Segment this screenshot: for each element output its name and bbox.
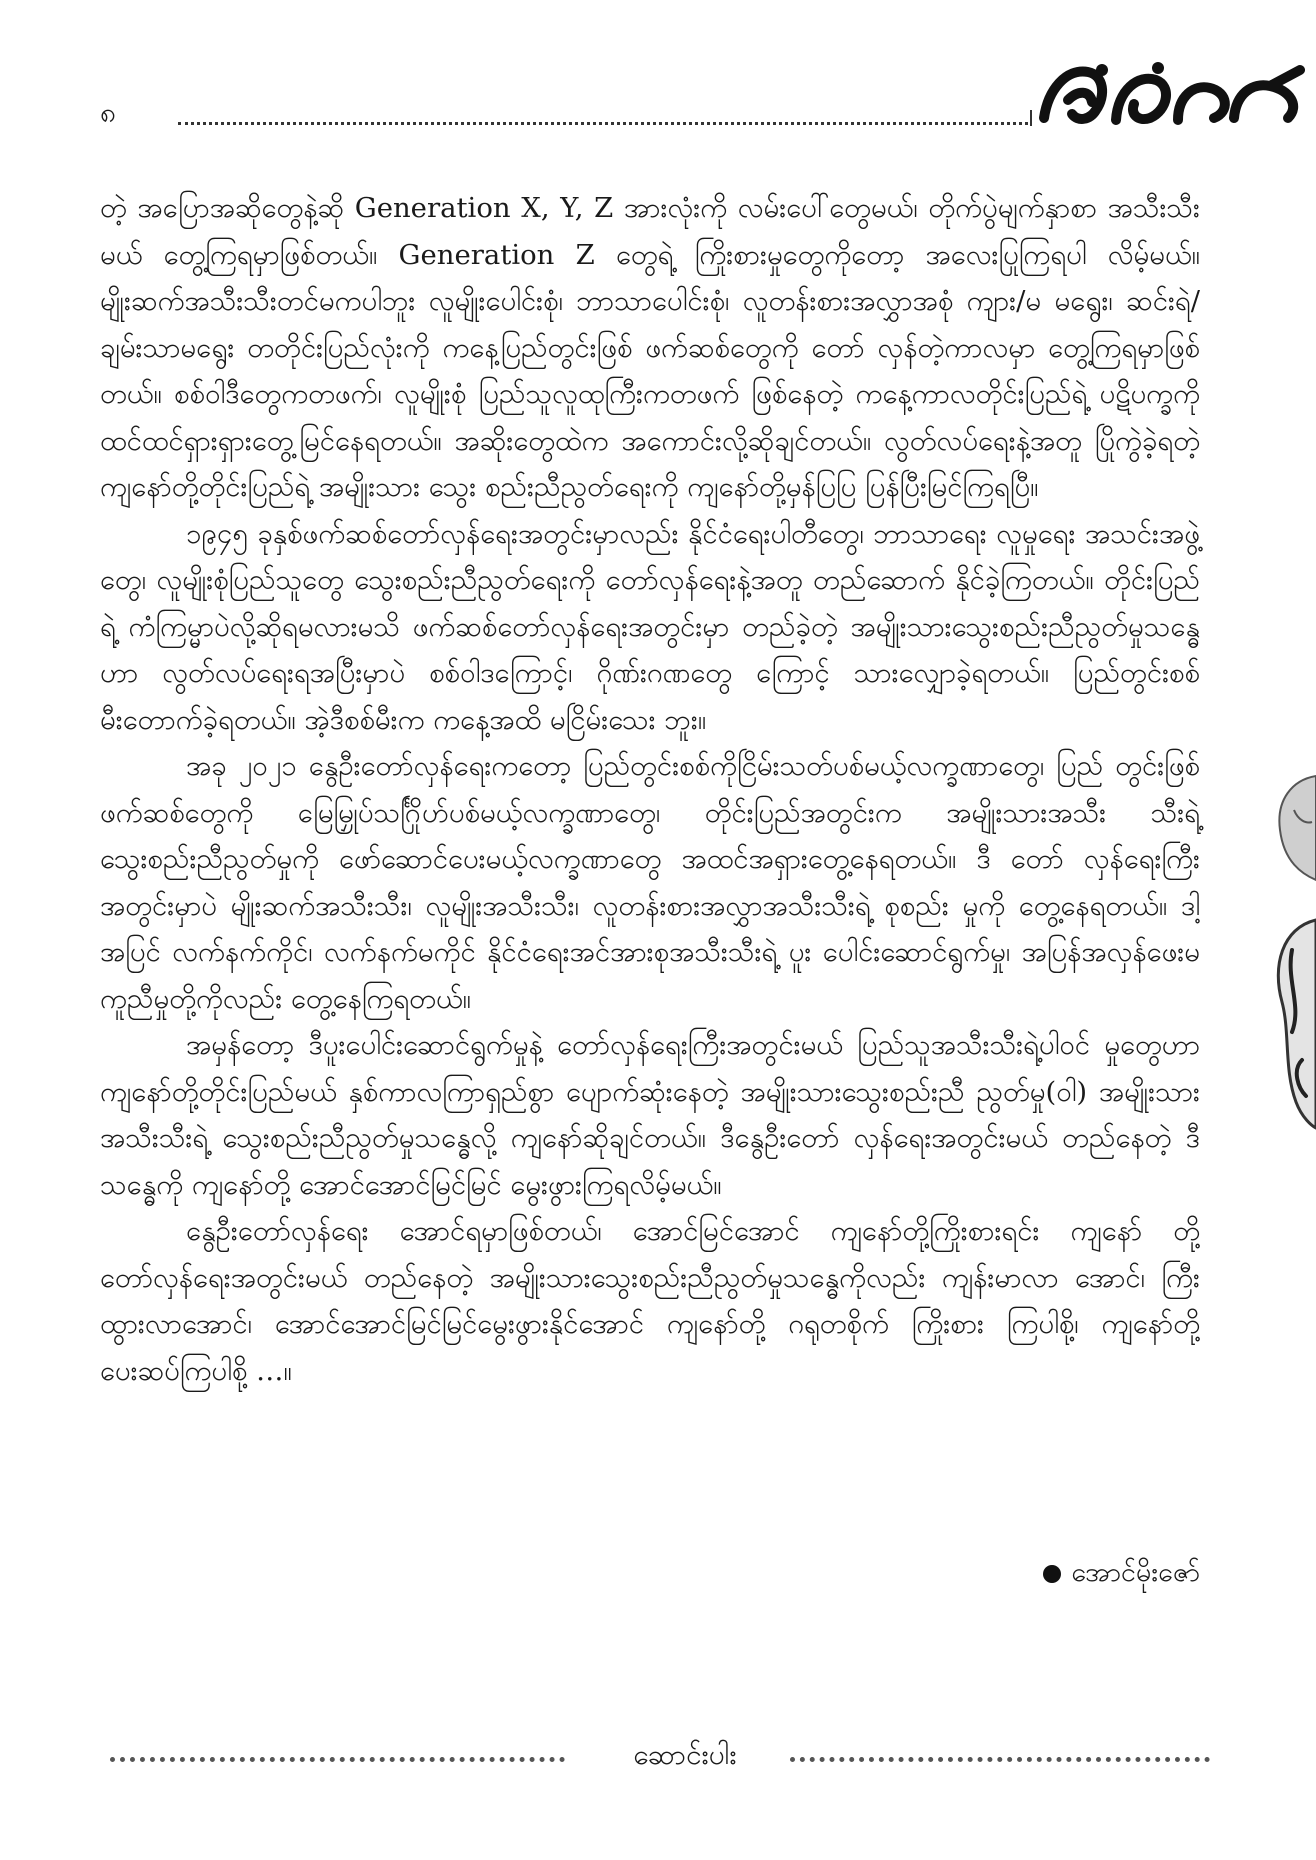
magazine-masthead-logo [1038,60,1308,132]
article-paragraph: အမှန်တော့ ဒီပူးပေါင်းဆောင်ရွက်မှုနဲ့ တော်လှန်ရေးကြီးအတွင်းမယ် ပြည်သူအသီးသီးရဲ့ပါဝင် မှုတွေဟာ ကျနော်တို့တိုင်းပြည်မယ် နှစ်ကာလကြာရှည်စွာ ပျောက်ဆုံးနေတဲ့ အမျိုးသားသွေးစည်းညီ ညွတ်မှု(ဝါ) အမျိုးသားအသီးသီးရဲ့ သွေးစည်းညီညွတ်မှုသန္ဓေလို့ ကျနော်ဆိုချင်တယ်။ ဒီနွေဦးတော် လှန်ရေးအတွင်းမယ် တည်နေတဲ့ ဒီသန္ဓေကို ကျနော်တို့ အောင်အောင်မြင်မြင် မွေးဖွားကြရလိမ့်မယ်။ [100,1029,1200,1201]
author-byline [1043,1553,1200,1593]
author-name: အောင်မိုးဇော် [1071,1557,1200,1588]
section-label: ဆောင်းပါး [633,1738,737,1771]
page-header [100,60,1210,130]
article-paragraph: နွေဦးတော်လှန်ရေး အောင်ရမှာဖြစ်တယ်၊ အောင်မြင်အောင် ကျနော်တို့ကြိုးစားရင်း ကျနော် တို့ တော်လှန်ရေးအတွင်းမယ် တည်နေတဲ့ အမျိုးသားသွေးစည်းညီညွတ်မှုသန္ဓေကိုလည်း ကျန်းမာလာ အောင်၊ ကြီးထွားလာအောင်၊ အောင်အောင်မြင်မြင်မွေးဖွားနိုင်အောင် ကျနော်တို့ ဂရုတစိုက် ကြိုးစား ကြပါစို့၊ ကျနော်တို့ ပေးဆပ်ကြပါစို့ …။ [100,1215,1200,1387]
side-edge-illustration [1262,770,1316,1130]
bullet-icon [1043,1565,1061,1583]
article-paragraph: အခု ၂၀၂၁ နွေဦးတော်လှန်ရေးကတော့ ပြည်တွင်းစစ်ကိုငြိမ်းသတ်ပစ်မယ့်လက္ခဏာတွေ၊ ပြည် တွင်းဖြစ်ဖက်ဆစ်တွေကို မြေမြှုပ်သင်္ဂြိုဟ်ပစ်မယ့်လက္ခဏာတွေ၊ တိုင်းပြည်အတွင်းက အမျိုးသားအသီး သီးရဲ့သွေးစည်းညီညွတ်မှုကို ဖော်ဆောင်ပေးမယ့်လက္ခဏာတွေ အထင်အရှားတွေ့နေရတယ်။ ဒီ တော် လှန်ရေးကြီးအတွင်းမှာပဲ မျိုးဆက်အသီးသီး၊ လူမျိုးအသီးသီး၊ လူတန်းစားအလွှာအသီးသီးရဲ့ စုစည်း မှုကို တွေ့နေရတယ်။ ဒါ့အပြင် လက်နက်ကိုင်၊ လက်နက်မကိုင် နိုင်ငံရေးအင်အားစုအသီးသီးရဲ့ ပူး ပေါင်းဆောင်ရွက်မှု၊ အပြန်အလှန်ဖေးမကူညီမှုတို့ကိုလည်း တွေ့နေကြရတယ်။ [100,750,1200,1015]
article-paragraph: တဲ့ အပြောအဆိုတွေနဲ့ဆို Generation X, Y, Z အားလုံးကို လမ်းပေါ်တွေမယ်၊ တိုက်ပွဲမျက်နှာစာ အသီးသီးမယ် တွေ့ကြရမှာဖြစ်တယ်။ Generation Z တွေရဲ့ ကြိုးစားမှုတွေကိုတော့ အလေးပြုကြရပါ လိမ့်မယ်။ မျိုးဆက်အသီးသီးတင်မကပါဘူး လူမျိုးပေါင်းစုံ၊ ဘာသာပေါင်းစုံ၊ လူတန်းစားအလွှာအစုံ ကျား/မ မရွေး၊ ဆင်းရဲ/ချမ်းသာမရွေး တတိုင်းပြည်လုံးကို ကနေ့ပြည်တွင်းဖြစ် ဖက်ဆစ်တွေကို တော် လှန်တဲ့ကာလမှာ တွေ့ကြရမှာဖြစ်တယ်။ စစ်ဝါဒီတွေကတဖက်၊ လူမျိုးစုံ ပြည်သူလူထုကြီးကတဖက် ဖြစ်နေတဲ့ ကနေ့ကာလတိုင်းပြည်ရဲ့ ပဋိပက္ခကို ထင်ထင်ရှားရှားတွေ့မြင်နေရတယ်။ အဆိုးတွေထဲက အကောင်းလို့ဆိုချင်တယ်။ လွတ်လပ်ရေးနဲ့အတူ ပြိုကွဲခဲ့ရတဲ့ ကျနော်တို့တိုင်းပြည်ရဲ့ အမျိုးသား သွေး စည်းညီညွတ်ရေးကို ကျနော်တို့မှန်ပြပြ ပြန်ပြီးမြင်ကြရပြီ။ [100,192,1200,503]
header-rule-end [1030,110,1032,126]
header-dotted-rule [178,122,1028,125]
footer-rule-right [790,1757,1210,1762]
article-body [100,185,1200,1394]
page-footer [110,1735,1210,1775]
footer-rule-left [110,1757,565,1762]
page-number: ၈ [100,96,116,129]
article-paragraph: ၁၉၄၅ ခုနှစ်ဖက်ဆစ်တော်လှန်ရေးအတွင်းမှာလည်း နိုင်ငံရေးပါတီတွေ၊ ဘာသာရေး လူမှုရေး အသင်းအဖွဲ့တွေ၊ လူမျိုးစုံပြည်သူတွေ သွေးစည်းညီညွတ်ရေးကို တော်လှန်ရေးနဲ့အတူ တည်ဆောက် နိုင်ခဲ့ကြတယ်။ တိုင်းပြည်ရဲ့ ကံကြမ္မာပဲလို့ဆိုရမလားမသိ ဖက်ဆစ်တော်လှန်ရေးအတွင်းမှာ တည်ခဲ့တဲ့ အမျိုးသားသွေးစည်းညီညွတ်မှုသန္ဓေဟာ လွတ်လပ်ရေးရအပြီးမှာပဲ စစ်ဝါဒကြောင့်၊ ဂိုဏ်းဂဏတွေ ကြောင့် သားလျှောခဲ့ရတယ်။ ပြည်တွင်းစစ်မီးတောက်ခဲ့ရတယ်။ အဲ့ဒီစစ်မီးက ကနေ့အထိ မငြိမ်းသေး ဘူး။ [100,517,1200,736]
